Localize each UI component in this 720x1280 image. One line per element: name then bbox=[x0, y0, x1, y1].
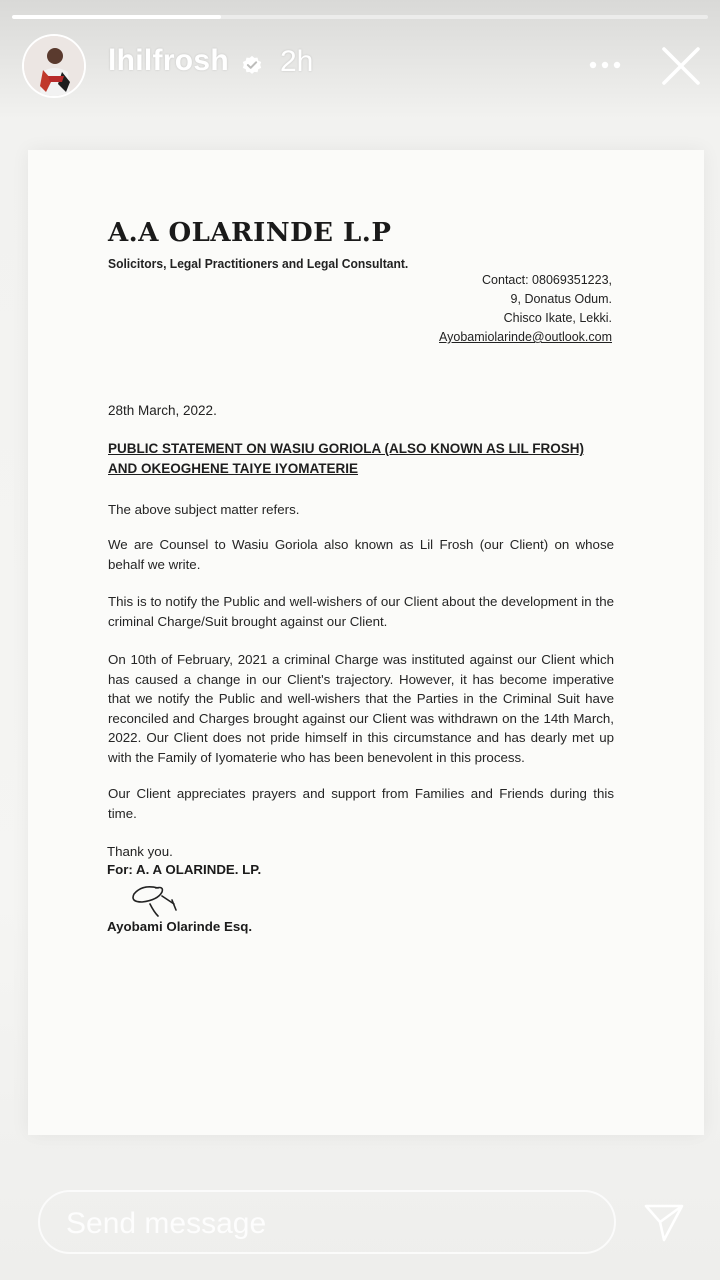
send-message-input[interactable] bbox=[64, 1204, 588, 1244]
message-composer bbox=[38, 1190, 616, 1254]
story-username[interactable]: lhilfrosh bbox=[108, 44, 230, 77]
send-icon[interactable] bbox=[642, 1200, 686, 1244]
contact-address-line-2: Chisco Ikate, Lekki. bbox=[503, 311, 612, 325]
contact-phone: Contact: 08069351223, bbox=[482, 273, 612, 287]
letter-paragraph: Our Client appreciates prayers and support from Families and Friends during this time. bbox=[108, 786, 614, 821]
handwritten-signature bbox=[128, 882, 178, 920]
letter-subject: PUBLIC STATEMENT ON WASIU GORIOLA (ALSO KNOWN AS LIL FROSH) AND OKEOGHENE TAIYE IYOMATERIE bbox=[108, 441, 584, 476]
letter-signatory: Ayobami Olarinde Esq. bbox=[107, 919, 253, 934]
letter-paragraph: This is to notify the Public and well-wishers of our Client about the development in the criminal Charge/Suit brought against our Client. bbox=[108, 594, 614, 629]
letter-paragraph: We are Counsel to Wasiu Goriola also known as Lil Frosh (our Client) on whose behalf we write. bbox=[108, 537, 614, 572]
letter-paragraph: The above subject matter refers. bbox=[108, 502, 300, 517]
letter-closing: Thank you. bbox=[107, 844, 173, 859]
contact-address-line-1: 9, Donatus Odum. bbox=[510, 292, 612, 306]
story-timestamp: 2h bbox=[280, 45, 314, 78]
letter-paragraph: On 10th of February, 2021 a criminal Charge was instituted against our Client which has caused a change in our Client's trajectory. However, it has become imperative that we notify the Public and well-wishers that the Parties in the Criminal Suit have reconciled and Charges brought against our Client was withdrawn on the 14th March, 2022. Our Client does not pride himself in this circumstance and has dearly met up with the Family of Iyomaterie who has been benevolent in this process. bbox=[108, 652, 614, 765]
firm-subtitle: Solicitors, Legal Practitioners and Legal Consultant. bbox=[108, 256, 409, 271]
firm-name: A.A OLARINDE L.P bbox=[108, 218, 392, 248]
contact-block bbox=[439, 271, 612, 347]
contact-email: Ayobamiolarinde@outlook.com bbox=[439, 330, 612, 344]
letter-date: 28th March, 2022. bbox=[108, 403, 217, 418]
letter-for-line: For: A. A OLARINDE. LP. bbox=[107, 862, 262, 877]
